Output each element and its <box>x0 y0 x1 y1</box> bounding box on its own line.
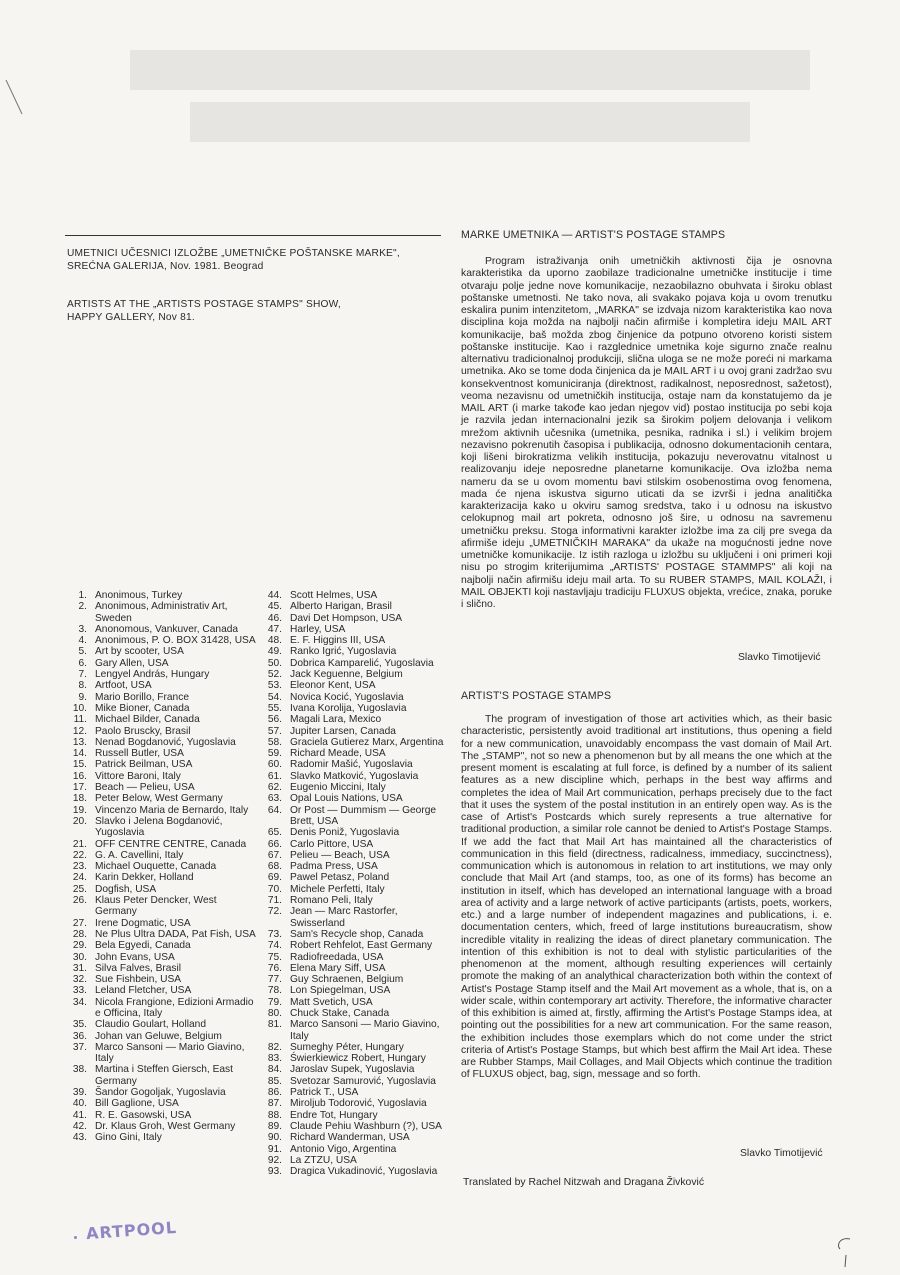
artist-name: G. A. Cavellini, Italy <box>95 849 184 861</box>
artist-name: Świerkiewicz Robert, Hungary <box>290 1053 426 1065</box>
artist-number: 5. <box>78 646 87 658</box>
artist-name: Guy Schraenen, Belgium <box>290 974 404 986</box>
artist-list-item <box>255 1110 451 1121</box>
artist-number: 3. <box>78 623 87 635</box>
artist-number: 25. <box>72 883 87 895</box>
artist-list-item <box>60 793 256 804</box>
artist-list-item <box>60 1031 256 1042</box>
artist-name: Dogfish, USA <box>95 883 157 895</box>
artist-number: 73. <box>267 928 282 940</box>
artist-name: Art by scooter, USA <box>95 646 184 658</box>
artist-name: La ZTZU, USA <box>290 1154 357 1166</box>
artist-name: Ivana Korolija, Yugoslavia <box>290 702 407 714</box>
artist-list-item <box>255 726 451 737</box>
artist-name: Matt Svetich, USA <box>290 996 373 1008</box>
artpool-stamp: ARTPOOL <box>85 1217 178 1244</box>
artist-name: Claude Pehiu Washburn (?), USA <box>290 1120 442 1132</box>
artist-name: Opal Louis Nations, USA <box>290 793 403 805</box>
artist-name: Scott Helmes, USA <box>290 590 378 601</box>
artist-name: Peter Below, West Germany <box>95 793 223 805</box>
artist-number: 12. <box>72 725 87 737</box>
artist-name: Slavko i Jelena Bogdanović, Yugoslavia <box>95 815 223 839</box>
artist-number: 64. <box>267 804 282 816</box>
artist-list-item <box>60 805 256 816</box>
artist-list-item <box>60 1019 256 1030</box>
artist-list-item <box>60 624 256 635</box>
artist-list-item <box>60 929 256 940</box>
artist-number: 18. <box>72 793 87 805</box>
artist-list-item <box>255 771 451 782</box>
artist-name: Ranko Igrić, Yugoslavia <box>290 646 397 658</box>
artist-number: 49. <box>267 646 282 658</box>
artist-list-item <box>255 997 451 1008</box>
artist-list-column-1 <box>60 590 256 1144</box>
artist-name: Elena Mary Siff, USA <box>290 962 386 974</box>
artist-name: Vittore Baroni, Italy <box>95 770 181 782</box>
artist-number: 78. <box>267 985 282 997</box>
artist-list-item <box>60 1132 256 1143</box>
artist-number: 24. <box>72 872 87 884</box>
artist-list-item <box>255 624 451 635</box>
artist-name: Jaroslav Supek, Yugoslavia <box>290 1064 415 1076</box>
artist-name: Irene Dogmatic, USA <box>95 917 191 929</box>
artist-list-item <box>60 692 256 703</box>
artist-number: 59. <box>267 748 282 760</box>
artist-list-item <box>255 703 451 714</box>
artist-number: 23. <box>72 861 87 873</box>
artist-name: Pelieu — Beach, USA <box>290 849 390 861</box>
artist-number: 38. <box>72 1064 87 1076</box>
artist-list-item <box>255 646 451 657</box>
artist-name: Jack Keguenne, Belgium <box>290 669 403 681</box>
artist-list-item <box>60 714 256 725</box>
artist-name: Michele Perfetti, Italy <box>290 883 385 895</box>
corner-fold-mark <box>4 78 24 118</box>
artist-number: 80. <box>267 1007 282 1019</box>
artist-list-item <box>255 952 451 963</box>
artist-list-item <box>255 850 451 861</box>
artist-name: Artfoot, USA <box>95 680 152 692</box>
artist-list-item <box>60 1098 256 1109</box>
artist-name: Karin Dekker, Holland <box>95 872 194 884</box>
artist-list-item <box>60 680 256 691</box>
artist-list-item <box>60 952 256 963</box>
artist-list-item <box>60 669 256 680</box>
artist-name: Dobrica Kamparelić, Yugoslavia <box>290 657 434 669</box>
artist-list-item <box>255 929 451 940</box>
artist-number: 69. <box>267 872 282 884</box>
artist-name: OFF CENTRE CENTRE, Canada <box>95 838 247 850</box>
artist-name: Sue Fishbein, USA <box>95 974 182 986</box>
artist-name: Novica Kocić, Yugoslavia <box>290 691 404 703</box>
artist-number: 82. <box>267 1041 282 1053</box>
artist-list-item <box>255 1121 451 1132</box>
artist-list-item <box>255 1087 451 1098</box>
artist-number: 92. <box>267 1154 282 1166</box>
artist-list-item <box>60 1042 256 1065</box>
artist-list-item <box>60 997 256 1020</box>
artist-list-item <box>255 985 451 996</box>
pen-mark <box>832 1235 856 1271</box>
artist-list-item <box>255 737 451 748</box>
artist-number: 86. <box>267 1087 282 1099</box>
artist-list-item <box>255 1155 451 1166</box>
artist-number: 33. <box>72 985 87 997</box>
artist-name: Eugenio Miccini, Italy <box>290 782 386 794</box>
artist-list-item <box>255 590 451 601</box>
artist-list-item <box>60 963 256 974</box>
artist-number: 43. <box>72 1132 87 1144</box>
artist-number: 76. <box>267 962 282 974</box>
signature: Slavko Timotijević <box>740 1148 823 1159</box>
artist-list-item <box>60 839 256 850</box>
artist-number: 62. <box>267 782 282 794</box>
artist-name: Nicola Frangione, Edizioni Armadio e Officina, Italy <box>95 996 254 1019</box>
artist-number: 72. <box>267 906 282 918</box>
artist-name: Šandor Gogoljak, Yugoslavia <box>95 1087 226 1099</box>
artist-name: E. F. Higgins III, USA <box>290 635 386 647</box>
artist-name: Or Post — Dummism — George Brett, USA <box>290 804 437 827</box>
signature: Slavko Timotijević <box>738 652 821 663</box>
artist-list-item <box>255 793 451 804</box>
artist-number: 48. <box>267 635 282 647</box>
artist-list-item <box>60 737 256 748</box>
artist-list-item <box>255 1076 451 1087</box>
artist-name: Patrick T., USA <box>290 1087 359 1099</box>
artist-name: Patrick Beilman, USA <box>95 759 193 771</box>
essay-title-serbian: MARKE UMETNIKA — ARTIST'S POSTAGE STAMPS <box>461 229 726 241</box>
artist-number: 32. <box>72 974 87 986</box>
artist-list-item <box>60 816 256 839</box>
essay-body-english: The program of investigation of those art activities which, as their basic characteristic, persistently avoid traditional art institutions, thus opening a field for a new communication, unavoidably encompass the vast domain of Mail Art. The „STAMP", not so new a phenomenon but by all means the one which at the present moment is escalating at full force, is defined by a number of its salient features as a new discipline which, perhaps in the best way affirms and completes the idea of Mail Art communication, perhaps precisely due to the fact that it uses the system of the postal institution in an entirely open way. As is the case of Artist's Postcards which surely represents a true alternative for traditional production, a similar role cannot be denied to Artist's Postage Stamps. If we add the fact that Mail Art has maintained all the characteristics of communication in this field (directness, radicalness, immediacy, succinctness), communication which is autonomous in relation to art institutions, we may only conclude that Mail Art (and stamps, too, as one of its forms) has become an institution in itself, which has developed an international language with a broad area of activity and a large network of active participants (artists, poets, workers, etc.) and a large number of independent magazines and publications, i. e. documentation centers, which, freed of large institutions bureaucratism, show incredible vitality in realizing the ideas of direct planetary communication. The intention of this exhibition is not to deal with stylistic particularities of the phenomenon at the moment, although resulting experiences will certainly promote the making of an analythical characterization both within the context of Artist's Postage Stamp itself and the Mail Art movement as a whole, that is, on a wider scale, within contemporary art activity. Therefore, the informative character of this exhibition is aimed at, firstly, affirming the Artist's Postage Stamps idea, at pointing out the possibilities for a new art communication. For the same reason, the exhibition includes those exemplars which do not come under the strict criteria of Artist's Postage Stamps, but which best affirm the Mail Art idea. These are Rubber Stamps, Mail Collages, and Mail Objects which continue the tradition of FLUXUS object, bag, sign, message and so forth. <box>461 714 832 1081</box>
artist-list-item <box>60 985 256 996</box>
artist-number: 13. <box>72 736 87 748</box>
artist-name: Alberto Harigan, Brasil <box>290 601 392 613</box>
artist-number: 9. <box>78 691 87 703</box>
artist-number: 16. <box>72 770 87 782</box>
artist-number: 46. <box>267 612 282 624</box>
artist-list-item <box>60 771 256 782</box>
artist-number: 14. <box>72 748 87 760</box>
artist-list-item <box>60 895 256 918</box>
artist-name: Miroljub Todorović, Yugoslavia <box>290 1098 427 1110</box>
artist-name: Marco Sansoni — Mario Giavino, Italy <box>95 1041 245 1065</box>
artist-number: 10. <box>72 702 87 714</box>
artist-name: Michael Bilder, Canada <box>95 714 200 726</box>
artist-name: Bill Gaglione, USA <box>95 1098 179 1110</box>
header-rule <box>65 235 441 236</box>
artist-number: 7. <box>78 669 87 681</box>
artist-number: 44. <box>267 590 282 601</box>
artist-name: Davi Det Hompson, USA <box>290 612 403 624</box>
artist-number: 29. <box>72 940 87 952</box>
artist-list-item <box>255 601 451 612</box>
artist-number: 70. <box>267 883 282 895</box>
artist-number: 22. <box>72 849 87 861</box>
artist-name: Jupiter Larsen, Canada <box>290 725 396 737</box>
artist-name: Lon Spiegelman, USA <box>290 985 391 997</box>
artist-number: 84. <box>267 1064 282 1076</box>
artist-number: 4. <box>78 635 87 647</box>
artist-list-item <box>255 635 451 646</box>
artist-list-item <box>60 872 256 883</box>
artist-number: 75. <box>267 951 282 963</box>
artist-number: 63. <box>267 793 282 805</box>
artist-name: Gino Gini, Italy <box>95 1132 162 1144</box>
artist-number: 27. <box>72 917 87 929</box>
artist-name: Anonimous, Turkey <box>95 590 183 601</box>
artist-list-item <box>255 974 451 985</box>
artist-number: 6. <box>78 657 87 669</box>
artist-list-item <box>255 1042 451 1053</box>
artist-list-item <box>60 940 256 951</box>
artist-name: Michael Ouquette, Canada <box>95 861 217 873</box>
artist-name: Padma Press, USA <box>290 861 378 873</box>
artist-name: Gary Allen, USA <box>95 657 169 669</box>
artist-number: 26. <box>72 895 87 907</box>
artist-number: 21. <box>72 838 87 850</box>
artist-list-item <box>255 1166 451 1177</box>
artist-name: Johan van Geluwe, Belgium <box>95 1030 222 1042</box>
artist-number: 20. <box>72 815 87 827</box>
artist-list-item <box>60 782 256 793</box>
artist-number: 61. <box>267 770 282 782</box>
artist-list-item <box>255 669 451 680</box>
artist-list-item <box>255 613 451 624</box>
artist-name: Claudio Goulart, Holland <box>95 1019 206 1031</box>
artist-number: 50. <box>267 657 282 669</box>
artist-list-item <box>60 884 256 895</box>
artist-name: Marco Sansoni — Mario Giavino, Italy <box>290 1019 440 1042</box>
heading-line: UMETNICI UČESNICI IZLOŽBE „UMETNIČKE POŠTANSKE MARKE", <box>67 248 400 259</box>
artist-list-item <box>255 692 451 703</box>
artist-number: 79. <box>267 996 282 1008</box>
artist-list-item <box>60 635 256 646</box>
artist-number: 42. <box>72 1120 87 1132</box>
artist-name: Denis Poniž, Yugoslavia <box>290 827 400 839</box>
artist-name: Paolo Bruscky, Brasil <box>95 725 191 737</box>
artist-number: 58. <box>267 736 282 748</box>
artist-number: 85. <box>267 1075 282 1087</box>
artist-number: 17. <box>72 782 87 794</box>
artist-name: Sumeghy Péter, Hungary <box>290 1041 404 1053</box>
heading-line: SREĆNA GALERIJA, Nov. 1981. Beograd <box>67 261 264 272</box>
artist-list-item <box>60 759 256 770</box>
artist-name: Jean — Marc Rastorfer, Swisserland <box>290 906 398 929</box>
artist-number: 83. <box>267 1053 282 1065</box>
artist-list-item <box>255 827 451 838</box>
artist-list-item <box>60 703 256 714</box>
artist-number: 1. <box>78 590 87 601</box>
artist-list-item <box>60 918 256 929</box>
artist-name: Silva Falves, Brasil <box>95 962 182 974</box>
ink-dot <box>74 1236 77 1239</box>
artist-name: Antonio Vigo, Argentina <box>290 1143 397 1155</box>
artist-name: Dragica Vukadinović, Yugoslavia <box>290 1166 438 1178</box>
artist-number: 39. <box>72 1087 87 1099</box>
artist-name: Richard Meade, USA <box>290 748 386 760</box>
artist-list-item <box>255 782 451 793</box>
artist-name: Richard Wanderman, USA <box>290 1132 410 1144</box>
artist-list-item <box>255 940 451 951</box>
artist-number: 2. <box>78 601 87 613</box>
artist-name: Robert Rehfelot, East Germany <box>290 940 433 952</box>
essay-body-serbian: Program istraživanja onih umetničkih aktivnosti čija je osnovna karakteristika da uporno zaobilaze tradicionalne umetničke institucije i time otvaraju polje jedne nove komunikacije, nezaobilazno obuhvata i široku oblast poštanske umetnosti. Ne tako nova, ali svakako pojava koja u ovom trenutku eskalira punim intenzitetom, „MARKA" se izdvaja nizom karakteristika kao nova disciplina koja možda na najbolji način afirmiše i kompletira ideju MAIL ART komunikacije, baš možda zbog činjenice da potpuno otvoreno koristi sistem poštanske institucije. Kao i razglednice umetnika koje sigurno znače realnu alternativu tradicionalnoj produkciji, slična uloga se ne može poreći ni markama umetnika. Ako se tome doda činjenica da je MAIL ART i u ovoj grani zadržao svu konsekventnost komuniciranja (direktnost, radikalnost, neposrednost, sažetost), veoma nezavisnu od umetničkih institucija, ostaje nam da konstatujemo da je MAIL ART (i marke takođe kao jedan njegov vid) postao institucija po sebi koja je razvila jedan internacionalni jezik sa širokim poljem delovanja i velikom mrežom aktivnih učesnika (umetnika, pesnika, radnika i sl.) i velikim brojem nezavisno pokrenutih časopisa i publikacija, odnosno dokumentacionih centara, koji lišeni birokratizma velikih institucija, pokazuju neverovatnu vitalnost u realizovanju ideje neposredne planetarne komunikacije. Ova izložba nema nameru da se u ovom momentu bavi stilskim osobenostima ovog fenomena, mada će njena iskustva sigurno uticati da se izvrši i jedna analitička karakterizacija kako u okviru samog sredstva, tako i u odnosu na iskustvo celokupnog mail art pokreta, odnosno još šire, u odnosu na savremenu umetničku preksu. Stoga informativni karakter izložbe ima za cilj pre svega da afirmiše ideju „UMETNIČKIH MARAKA" da ukaže na mogućnosti jedne nove umetničke komunikacije. Iz istih razloga u izložbu su uključeni i oni primeri koji nisu po strogim kriterijumima „ARTISTS' POSTAGE STAMMPS" ali koji na najbolji način afirmišu ideju mail arta. To su RUBER STAMPS, MAIL KOLAŽI, i MAIL OBJEKTI koji nastavljaju tradiciju FLUXUS objekta, vrećice, znaka, poruke i slično. <box>461 256 832 610</box>
artist-number: 91. <box>267 1143 282 1155</box>
artist-list-item <box>255 1019 451 1042</box>
artist-list-item <box>255 759 451 770</box>
artist-number: 15. <box>72 759 87 771</box>
artist-number: 93. <box>267 1166 282 1178</box>
heading-line: ARTISTS AT THE „ARTISTS POSTAGE STAMPS" SHOW, <box>67 299 341 310</box>
artist-name: Eleonor Kent, USA <box>290 680 376 692</box>
artist-number: 19. <box>72 804 87 816</box>
artist-name: Magali Lara, Mexico <box>290 714 382 726</box>
artist-number: 41. <box>72 1109 87 1121</box>
artist-name: Beach — Pelieu, USA <box>95 782 195 794</box>
artist-list-item <box>255 748 451 759</box>
artist-number: 54. <box>267 691 282 703</box>
artist-list-item <box>60 726 256 737</box>
artist-name: Bela Egyedi, Canada <box>95 940 191 952</box>
artist-number: 45. <box>267 601 282 613</box>
artist-number: 30. <box>72 951 87 963</box>
artist-name: Sam's Recycle shop, Canada <box>290 928 424 940</box>
artist-list-item <box>255 1053 451 1064</box>
artist-number: 71. <box>267 895 282 907</box>
artist-list-item <box>255 805 451 828</box>
artist-number: 74. <box>267 940 282 952</box>
artist-number: 37. <box>72 1041 87 1053</box>
essay-title-english: ARTIST'S POSTAGE STAMPS <box>461 690 612 702</box>
artist-list-item <box>255 714 451 725</box>
artist-number: 35. <box>72 1019 87 1031</box>
artist-list-item <box>60 974 256 985</box>
artist-name: Radiofreedada, USA <box>290 951 384 963</box>
artist-name: Harley, USA <box>290 623 346 635</box>
artist-list-item <box>60 748 256 759</box>
artist-list-item <box>60 1087 256 1098</box>
artist-list-item <box>60 861 256 872</box>
artist-number: 66. <box>267 838 282 850</box>
artist-number: 40. <box>72 1098 87 1110</box>
artist-name: Leland Fletcher, USA <box>95 985 192 997</box>
artist-number: 53. <box>267 680 282 692</box>
artist-number: 67. <box>267 849 282 861</box>
artist-list-item <box>255 884 451 895</box>
artist-list-item <box>255 1064 451 1075</box>
artist-name: Chuck Stake, Canada <box>290 1007 390 1019</box>
artist-name: John Evans, USA <box>95 951 175 963</box>
artist-name: Mario Borillo, France <box>95 691 189 703</box>
artist-name: Ne Plus Ultra DADA, Pat Fish, USA <box>95 928 256 940</box>
artist-name: Nenad Bogdanović, Yugoslavia <box>95 736 236 748</box>
artist-name: Klaus Peter Dencker, West Germany <box>95 895 217 918</box>
artist-name: Endre Tot, Hungary <box>290 1109 378 1121</box>
artist-list-item <box>255 658 451 669</box>
artist-list-item <box>255 963 451 974</box>
artist-number: 47. <box>267 623 282 635</box>
artist-number: 57. <box>267 725 282 737</box>
artist-number: 77. <box>267 974 282 986</box>
artist-name: Dr. Klaus Groh, West Germany <box>95 1120 236 1132</box>
artist-list-column-2 <box>255 590 451 1177</box>
artist-number: 11. <box>73 714 87 726</box>
artist-list-item <box>60 590 256 601</box>
artist-list-item <box>255 680 451 691</box>
artist-name: R. E. Gasowski, USA <box>95 1109 192 1121</box>
artist-list-item <box>60 1121 256 1132</box>
artist-name: Carlo Pittore, USA <box>290 838 374 850</box>
artist-number: 56. <box>267 714 282 726</box>
artist-name: Russell Butler, USA <box>95 748 184 760</box>
artist-number: 31. <box>72 962 87 974</box>
artist-number: 89. <box>267 1120 282 1132</box>
artist-list-item <box>255 895 451 906</box>
artist-list-item <box>255 1144 451 1155</box>
participants-heading-serbian <box>67 247 447 273</box>
artist-list-item <box>60 850 256 861</box>
heading-line: HAPPY GALLERY, Nov 81. <box>67 312 195 323</box>
artist-number: 68. <box>267 861 282 873</box>
bleed-through-shadow <box>130 40 810 150</box>
artist-list-item <box>60 601 256 624</box>
artist-number: 60. <box>267 759 282 771</box>
artist-list-item <box>60 646 256 657</box>
artist-number: 28. <box>72 928 87 940</box>
artist-list-item <box>255 1132 451 1143</box>
artist-number: 65. <box>267 827 282 839</box>
artist-number: 90. <box>267 1132 282 1144</box>
artist-number: 8. <box>78 680 87 692</box>
artist-name: Lengyel András, Hungary <box>95 669 210 681</box>
participants-heading-english <box>67 298 447 324</box>
artist-number: 87. <box>267 1098 282 1110</box>
artist-number: 88. <box>267 1109 282 1121</box>
artist-number: 34. <box>72 996 87 1008</box>
artist-number: 52. <box>267 669 282 681</box>
artist-name: Romano Peli, Italy <box>290 895 373 907</box>
artist-list-item <box>255 906 451 929</box>
artist-name: Svetozar Samurović, Yugoslavia <box>290 1075 436 1087</box>
artist-list-item <box>60 1064 256 1087</box>
artist-name: Martina i Steffen Giersch, East Germany <box>95 1064 233 1087</box>
artist-list-item <box>255 1008 451 1019</box>
artist-name: Anonomous, Vankuver, Canada <box>95 623 239 635</box>
artist-list-item <box>60 1110 256 1121</box>
translation-credit: Translated by Rachel Nitzwah and Dragana Živković <box>463 1177 705 1188</box>
artist-name: Slavko Matković, Yugoslavia <box>290 770 419 782</box>
artist-list-item <box>255 1098 451 1109</box>
artist-name: Pawel Petasz, Poland <box>290 872 390 884</box>
artist-name: Vincenzo Maria de Bernardo, Italy <box>95 804 249 816</box>
artist-number: 81. <box>267 1019 282 1031</box>
artist-name: Graciela Gutierez Marx, Argentina <box>290 736 444 748</box>
artist-list-item <box>255 872 451 883</box>
artist-number: 36. <box>72 1030 87 1042</box>
artist-list-item <box>255 839 451 850</box>
artist-name: Anonimous, P. O. BOX 31428, USA <box>95 635 256 647</box>
artist-name: Mike Bioner, Canada <box>95 702 190 714</box>
artist-name: Radomir Mašić, Yugoslavia <box>290 759 413 771</box>
artist-name: Anonimous, Administrativ Art, Sweden <box>95 601 228 624</box>
artist-number: 55. <box>267 702 282 714</box>
artist-list-item <box>255 861 451 872</box>
artist-list-item <box>60 658 256 669</box>
